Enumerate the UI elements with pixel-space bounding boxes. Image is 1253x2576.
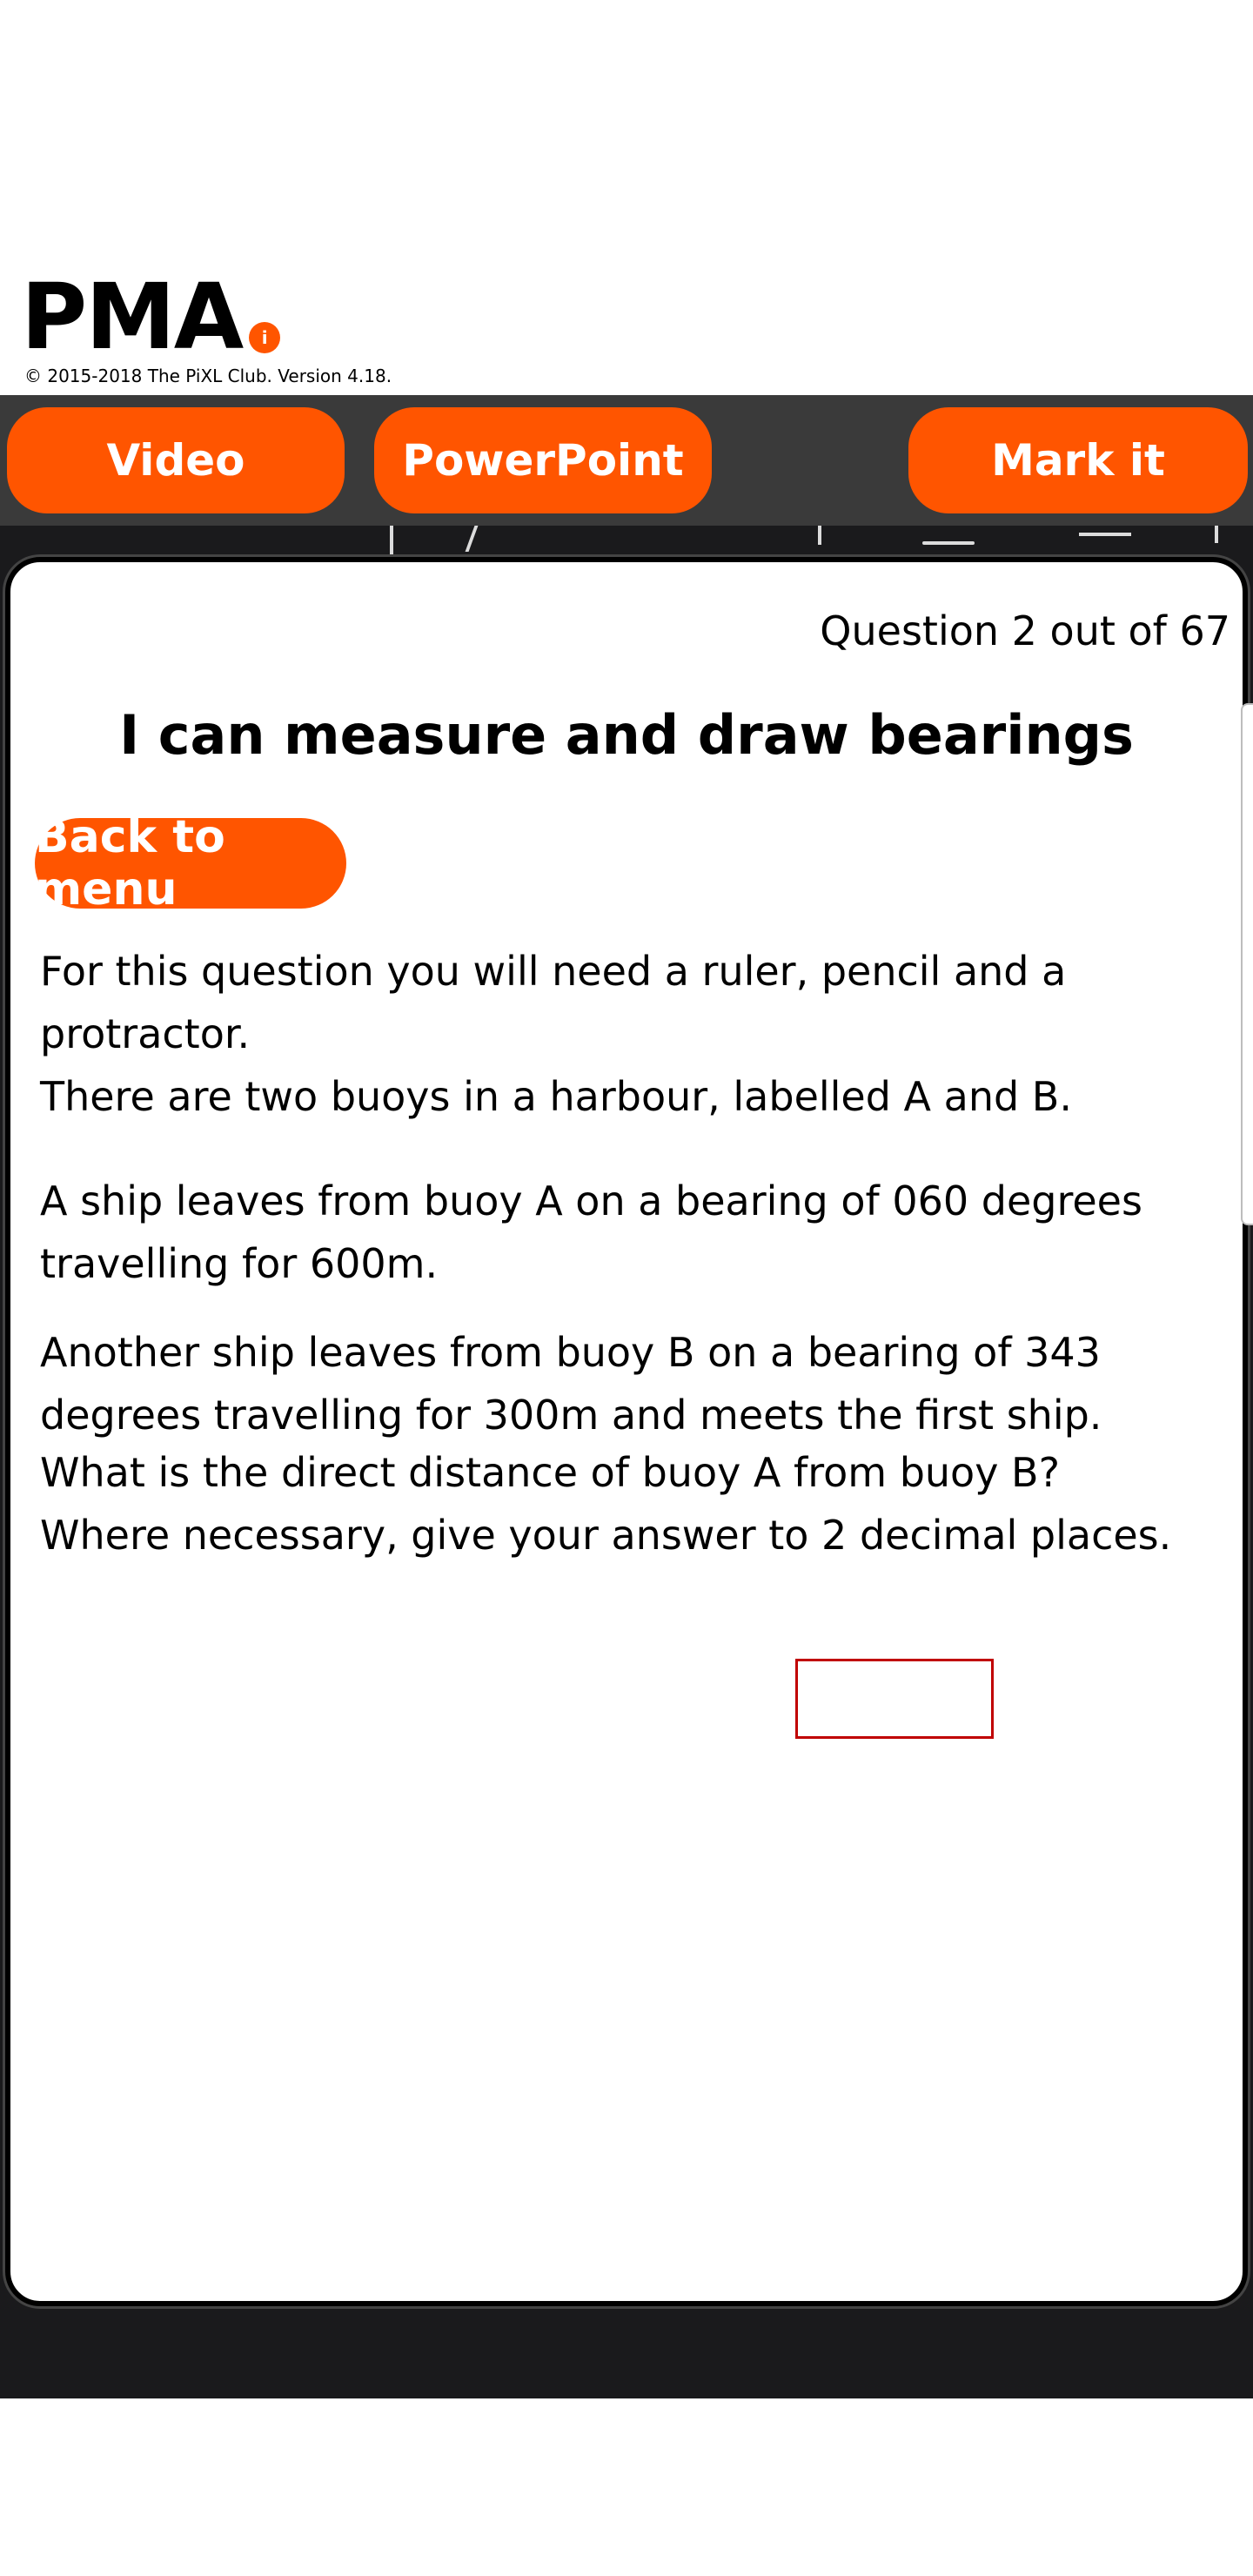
answer-input[interactable]: [795, 1659, 994, 1739]
logo-text: PMA: [21, 264, 243, 370]
toolbar: [0, 395, 1253, 526]
pma-logo: [21, 258, 280, 370]
question-text-ship-a: A ship leaves from buoy A on a bearing of 060 degrees travelling for 600m.: [40, 1177, 1142, 1287]
powerpoint-button[interactable]: PowerPoint: [374, 407, 712, 513]
question-card: [5, 557, 1248, 2306]
question-text-buoys: There are two buoys in a harbour, labelled A and B.: [40, 1073, 1072, 1120]
back-to-menu-button[interactable]: Back to menu: [35, 818, 346, 909]
video-button[interactable]: Video: [7, 407, 345, 513]
copyright-text: © 2015-2018 The PiXL Club. Version 4.18.: [24, 366, 392, 386]
question-title: I can measure and draw bearings: [119, 703, 1134, 767]
question-text-ship-b: Another ship leaves from buoy B on a bearing of 343 degrees travelling for 300m and meets the first ship.: [40, 1329, 1102, 1439]
question-counter: Question 2 out of 67: [820, 607, 1230, 654]
question-text-prompt: What is the direct distance of buoy A from buoy B? Where necessary, give your answer to 2 decimal places.: [40, 1449, 1172, 1559]
question-text-equipment: For this question you will need a ruler, pencil and a protractor.: [40, 948, 1067, 1057]
mark-it-button[interactable]: Mark it: [908, 407, 1248, 513]
scroll-handle[interactable]: [1241, 703, 1253, 1225]
info-icon[interactable]: i: [249, 322, 280, 353]
